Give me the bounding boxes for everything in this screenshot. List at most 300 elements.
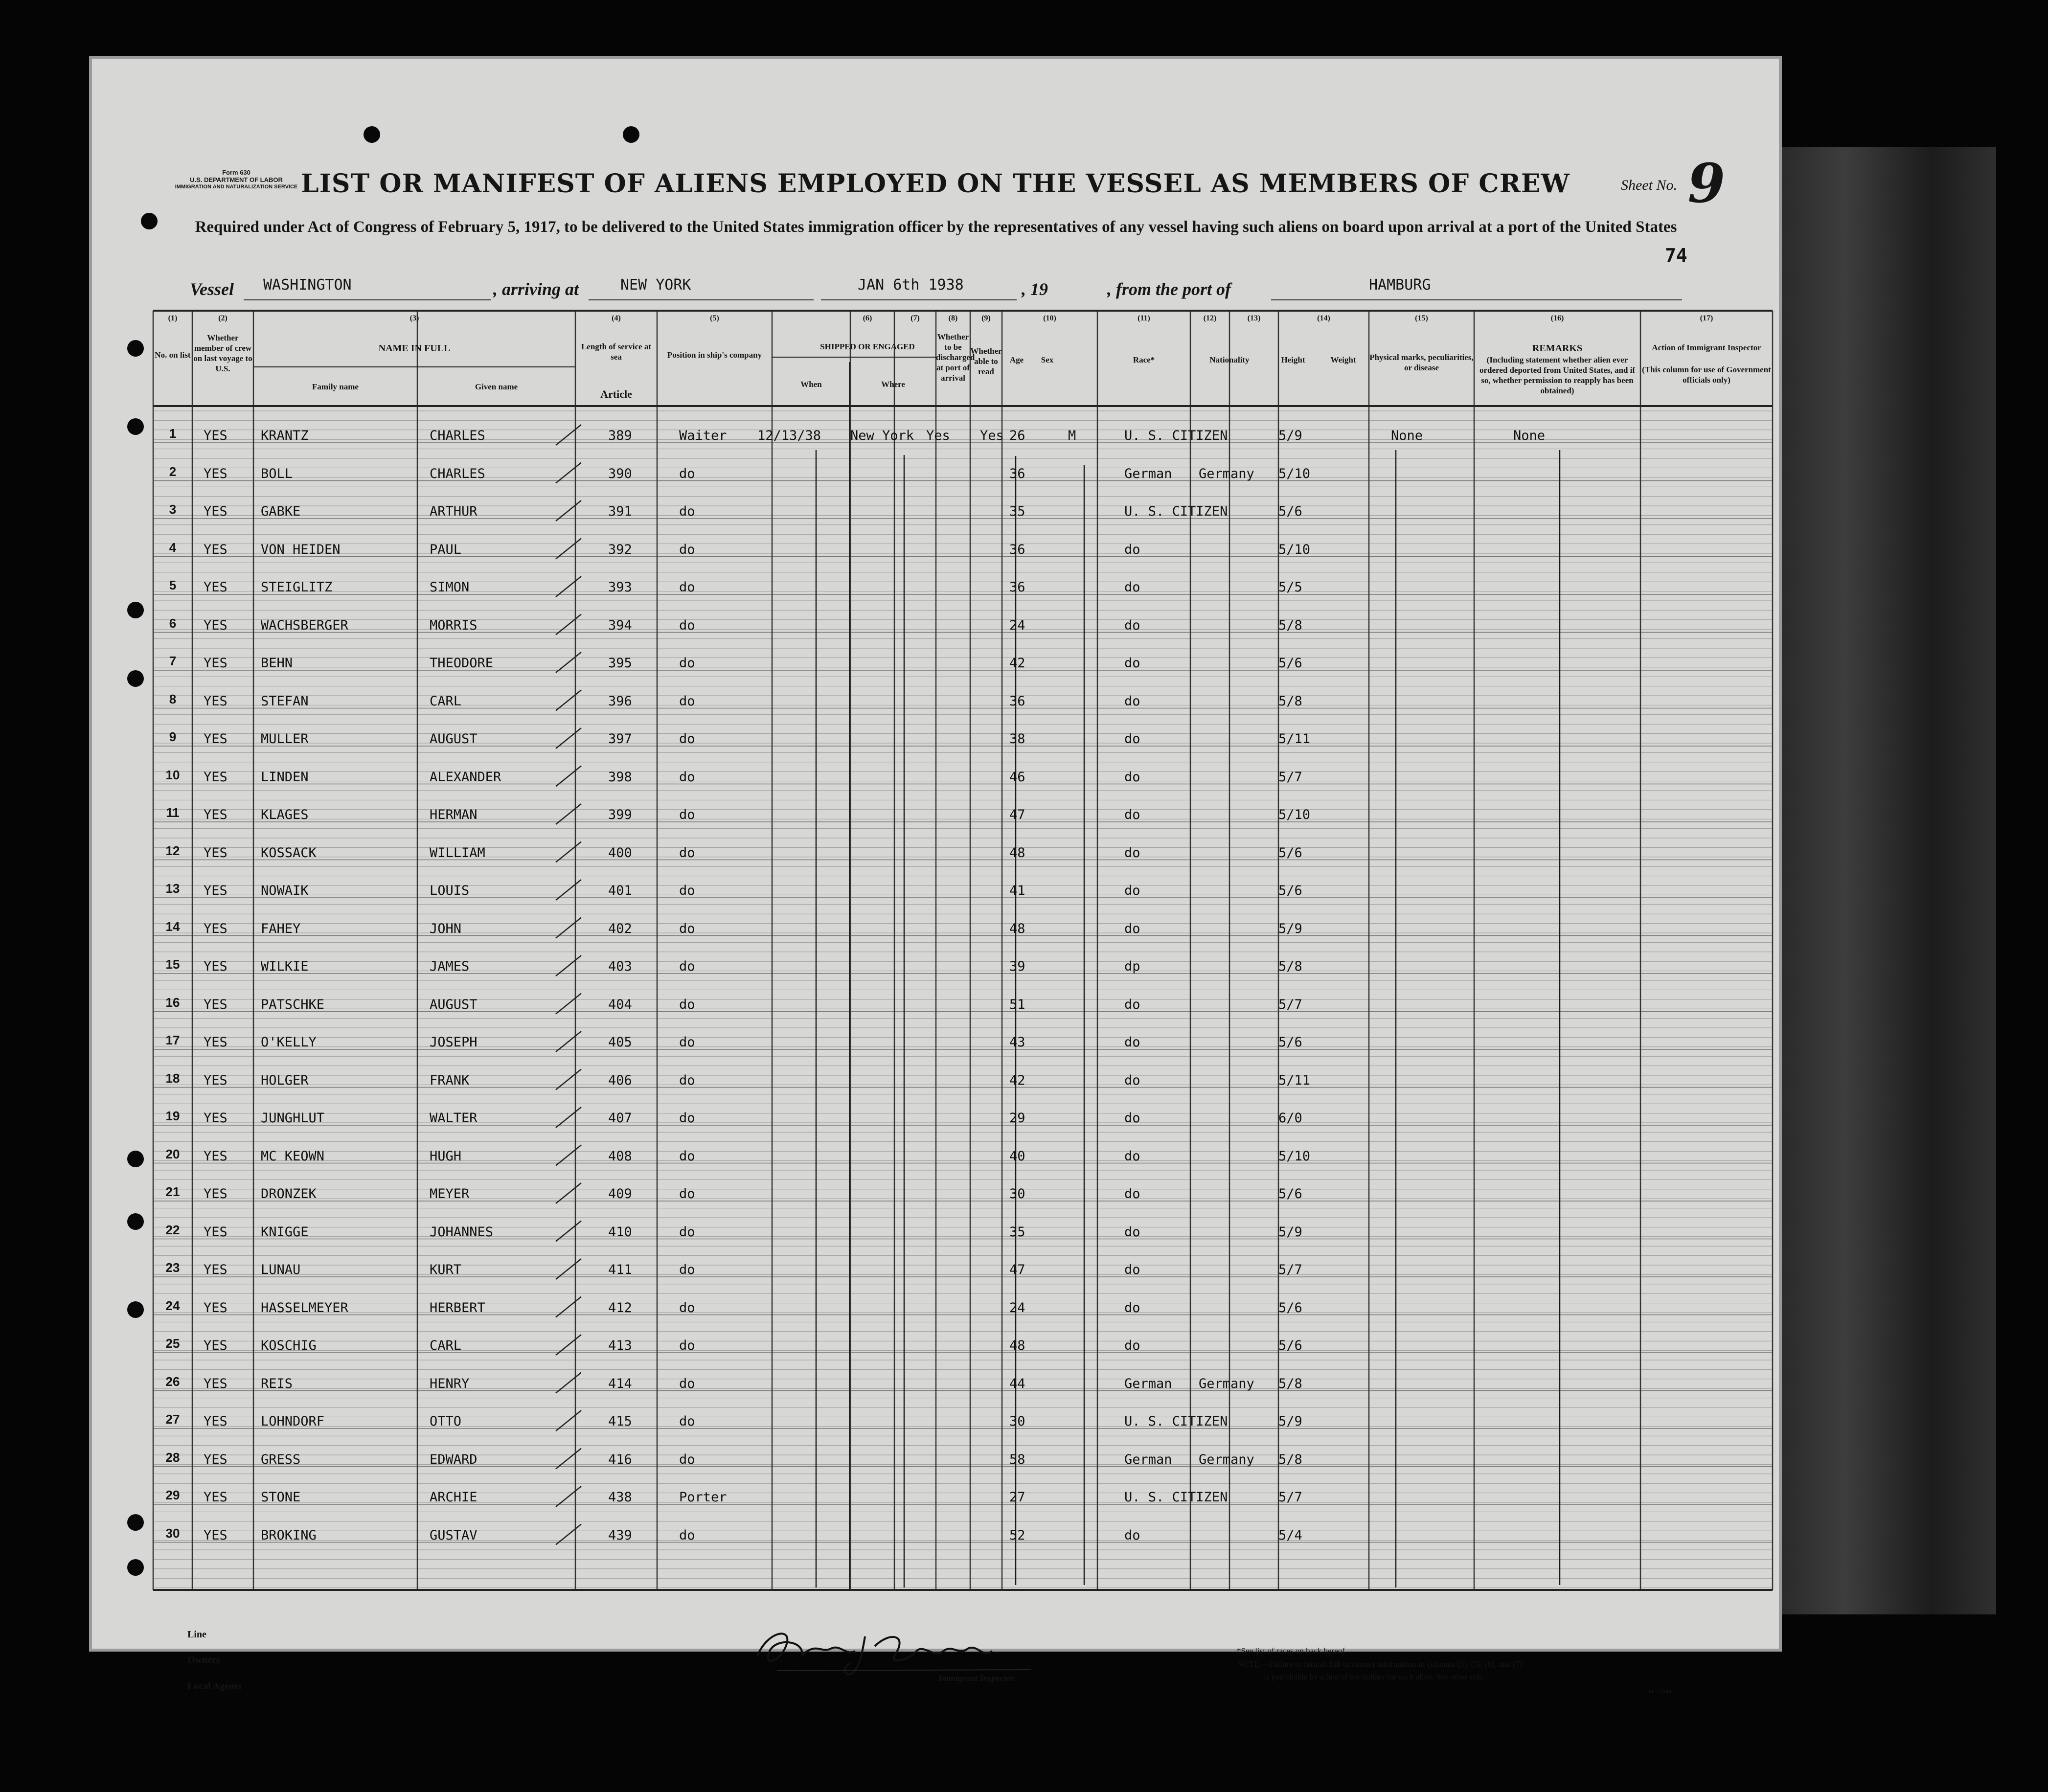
- given-name: JOHN: [430, 921, 462, 936]
- given-name: ALEXANDER: [430, 769, 501, 785]
- column-number: (1): [168, 314, 178, 322]
- crew-last-voyage: YES: [204, 769, 228, 785]
- height: 5/5: [1278, 580, 1302, 595]
- family-name: HOLGER: [261, 1072, 309, 1088]
- family-name: KOSSACK: [261, 845, 317, 861]
- age: 30: [1009, 1414, 1025, 1429]
- position: do: [679, 466, 695, 481]
- check-mark: [556, 842, 581, 862]
- position: do: [679, 1072, 695, 1088]
- row-number: 9: [169, 729, 177, 744]
- header-position: Position in ship's company: [667, 350, 762, 360]
- given-name: MORRIS: [430, 617, 478, 633]
- position: do: [679, 1148, 695, 1164]
- from-label: , from the port of: [1107, 279, 1231, 299]
- position: do: [679, 617, 695, 633]
- height: 5/10: [1278, 542, 1311, 557]
- given-name: HUGH: [430, 1148, 462, 1164]
- age: 24: [1009, 1300, 1025, 1316]
- position: do: [679, 1376, 695, 1391]
- crew-last-voyage: YES: [204, 542, 228, 557]
- crew-last-voyage: YES: [204, 1414, 228, 1429]
- position: do: [679, 580, 695, 595]
- column-number: (5): [710, 314, 719, 322]
- family-name: BOLL: [261, 466, 293, 481]
- sheet-number-value: 9: [1687, 152, 1725, 215]
- column-number: (2): [218, 314, 228, 322]
- position: do: [679, 959, 695, 974]
- form-number: Form 630: [222, 169, 250, 176]
- age: 36: [1009, 693, 1025, 709]
- race: U. S. CITIZEN: [1124, 428, 1228, 443]
- position: do: [679, 921, 695, 936]
- header-nationality: Nationality: [1209, 355, 1250, 364]
- given-name: HENRY: [430, 1376, 470, 1391]
- shipped-when: 12/13/38: [757, 428, 821, 443]
- crew-last-voyage: YES: [204, 1224, 228, 1240]
- check-mark: [556, 1031, 581, 1052]
- family-name: LINDEN: [261, 769, 309, 785]
- race: do: [1124, 807, 1140, 822]
- position: do: [679, 1414, 695, 1429]
- sex: M: [1068, 428, 1076, 443]
- article-number: 393: [608, 580, 632, 595]
- position: do: [679, 1035, 695, 1050]
- row-number: 19: [165, 1109, 180, 1123]
- row-number: 16: [165, 995, 180, 1010]
- sheet-label: Sheet No.: [1620, 177, 1677, 193]
- height: 5/6: [1278, 1035, 1302, 1050]
- crew-last-voyage: YES: [204, 617, 228, 633]
- header-remarks-note: (Including statement whether alien ever ordered deported from United States, and if so, whether permission to reapply has been obtained): [1479, 355, 1636, 395]
- race: do: [1124, 1072, 1140, 1088]
- given-name: GUSTAV: [430, 1527, 478, 1543]
- nationality: Germany: [1199, 466, 1254, 481]
- row-number: 6: [169, 615, 177, 631]
- check-mark: [556, 955, 581, 976]
- row-number: 25: [165, 1336, 180, 1351]
- nationality: Germany: [1199, 1376, 1254, 1391]
- position: do: [679, 1186, 695, 1202]
- given-name: LOUIS: [430, 883, 470, 898]
- article-number: 410: [608, 1224, 632, 1240]
- age: 35: [1009, 1224, 1025, 1240]
- race: do: [1124, 542, 1140, 557]
- race: do: [1124, 693, 1140, 709]
- article-number: 400: [608, 845, 632, 861]
- age: 52: [1009, 1527, 1025, 1543]
- article-number: 394: [608, 617, 632, 633]
- crew-last-voyage: YES: [204, 997, 228, 1012]
- height: 5/6: [1278, 1186, 1302, 1202]
- family-name: O'KELLY: [261, 1035, 317, 1050]
- article-number: 397: [608, 731, 632, 747]
- height: 5/11: [1278, 1072, 1311, 1088]
- family-name: PATSCHKE: [261, 997, 325, 1012]
- vessel-name: WASHINGTON: [263, 276, 352, 294]
- position: do: [679, 1527, 695, 1543]
- age: 58: [1009, 1452, 1025, 1467]
- position: do: [679, 542, 695, 557]
- manifest-sheet: [92, 59, 1779, 1695]
- race: do: [1124, 1338, 1140, 1353]
- crew-last-voyage: YES: [204, 1186, 228, 1202]
- line-label: Line: [187, 1629, 206, 1640]
- row-number: 5: [169, 578, 177, 592]
- crew-last-voyage: YES: [204, 1490, 228, 1505]
- article-number: 412: [608, 1300, 632, 1316]
- row-number: 30: [165, 1525, 180, 1541]
- header-when: When: [800, 380, 822, 389]
- height: 5/9: [1278, 1414, 1302, 1429]
- row-number: 28: [165, 1450, 180, 1465]
- height: 5/7: [1278, 1490, 1302, 1505]
- age: 43: [1009, 1035, 1025, 1050]
- check-mark: [556, 1524, 581, 1545]
- shipped-where: New York: [850, 428, 914, 443]
- column-number: (9): [981, 314, 991, 322]
- row-number: 17: [165, 1033, 180, 1047]
- check-mark: [556, 425, 581, 445]
- header-given-name: Given name: [475, 382, 518, 391]
- given-name: MEYER: [430, 1186, 470, 1202]
- crew-last-voyage: YES: [204, 1452, 228, 1467]
- check-mark: [556, 1069, 581, 1090]
- form-code: 14—1340: [1648, 1688, 1671, 1695]
- check-mark: [556, 576, 581, 597]
- family-name: VON HEIDEN: [261, 542, 341, 557]
- row-number: 8: [169, 691, 177, 706]
- column-number: (3): [410, 314, 419, 322]
- column-number: (14): [1317, 314, 1330, 322]
- given-name: EDWARD: [430, 1452, 478, 1467]
- age: 38: [1009, 731, 1025, 747]
- given-name: ARTHUR: [430, 504, 478, 519]
- row-number: 15: [165, 957, 180, 972]
- check-mark: [556, 1145, 581, 1166]
- position: do: [679, 807, 695, 822]
- departure-port: HAMBURG: [1369, 276, 1431, 294]
- article-number: 408: [608, 1148, 632, 1164]
- row-number: 11: [166, 805, 180, 820]
- department: U.S. DEPARTMENT OF LABOR: [190, 176, 283, 183]
- crew-last-voyage: YES: [204, 959, 228, 974]
- family-name: MC KEOWN: [261, 1148, 325, 1164]
- height: 5/6: [1278, 845, 1302, 861]
- race: do: [1124, 1148, 1140, 1164]
- row-number: 18: [165, 1070, 180, 1086]
- column-number: (12): [1203, 314, 1217, 322]
- article-number: 416: [608, 1452, 632, 1467]
- row-number: 21: [165, 1184, 180, 1199]
- row-number: 26: [165, 1374, 180, 1389]
- age: 24: [1009, 617, 1025, 633]
- column-number: (7): [910, 314, 920, 322]
- position: do: [679, 731, 695, 747]
- check-mark: [556, 614, 581, 635]
- given-name: HERBERT: [430, 1300, 485, 1316]
- header-weight: Weight: [1330, 355, 1356, 364]
- article-number: 401: [608, 883, 632, 898]
- header-discharged: Whether to be discharged at port of arrival: [936, 332, 975, 383]
- check-mark: [556, 994, 581, 1014]
- position: do: [679, 693, 695, 709]
- article-number: 405: [608, 1035, 632, 1050]
- column-number: (6): [863, 314, 872, 322]
- article-number: 390: [608, 466, 632, 481]
- race: do: [1124, 1262, 1140, 1277]
- age: 29: [1009, 1111, 1025, 1126]
- article-number: 399: [608, 807, 632, 822]
- header-shipped-engaged: SHIPPED OR ENGAGED: [820, 342, 915, 351]
- article-number: 414: [608, 1376, 632, 1391]
- article-number: 439: [608, 1527, 632, 1543]
- check-mark: [556, 1486, 581, 1507]
- age: 42: [1009, 1072, 1025, 1088]
- stamped-page-number: 74: [1665, 245, 1687, 266]
- race: do: [1124, 997, 1140, 1012]
- check-mark: [556, 766, 581, 787]
- penalty-note: NOTE.—Failure to furnish full or correct information in columns (3), (5), (6), and (7): [1237, 1659, 1523, 1669]
- article-number: 438: [608, 1490, 632, 1505]
- crew-last-voyage: YES: [204, 1035, 228, 1050]
- article-number: 396: [608, 693, 632, 709]
- race: do: [1124, 656, 1140, 671]
- row-number: 1: [169, 426, 177, 441]
- header-action-inspector: Action of Immigrant Inspector: [1652, 343, 1761, 352]
- inspector-signature: [748, 1622, 1046, 1680]
- race: dp: [1124, 959, 1140, 974]
- crew-last-voyage: YES: [204, 466, 228, 481]
- family-name: GABKE: [261, 504, 301, 519]
- vessel-label: Vessel: [190, 279, 234, 299]
- race: U. S. CITIZEN: [1124, 1414, 1228, 1429]
- age: 30: [1009, 1186, 1025, 1202]
- race: German: [1124, 1376, 1172, 1391]
- page-subtitle: Required under Act of Congress of February 5, 1917, to be delivered to the United States immigration officer by the representatives of any vessel having such aliens on board upon arrival at a port of the United States: [195, 218, 1677, 236]
- family-name: WILKIE: [261, 959, 309, 974]
- given-name: FRANK: [430, 1072, 470, 1088]
- row-number: 24: [165, 1298, 180, 1313]
- height: 5/7: [1278, 1262, 1302, 1277]
- position: Waiter: [679, 428, 727, 443]
- header-able-to-read: Whether able to read: [970, 346, 1002, 376]
- given-name: THEODORE: [430, 656, 494, 671]
- check-mark: [556, 1335, 581, 1355]
- races-note: *See list of races on back hereof.: [1237, 1646, 1347, 1656]
- column-number: (8): [948, 314, 958, 322]
- given-name: WALTER: [430, 1111, 478, 1126]
- family-name: STEIGLITZ: [261, 580, 333, 595]
- height: 5/10: [1278, 466, 1311, 481]
- race: German: [1124, 466, 1172, 481]
- article-number: 392: [608, 542, 632, 557]
- crew-last-voyage: YES: [204, 656, 228, 671]
- age: 48: [1009, 845, 1025, 861]
- row-number: 13: [165, 881, 180, 896]
- local-agents-label: Local Agents: [187, 1681, 242, 1692]
- height: 5/8: [1278, 693, 1302, 709]
- header-physical-marks: Physical marks, peculiarities, or disease: [1369, 353, 1474, 372]
- article-number: 391: [608, 504, 632, 519]
- header-family-name: Family name: [312, 382, 359, 391]
- check-mark: [556, 1410, 581, 1431]
- position: do: [679, 504, 695, 519]
- check-mark: [556, 918, 581, 938]
- header-length-of-service: Length of service at sea: [581, 342, 652, 362]
- race: U. S. CITIZEN: [1124, 504, 1228, 519]
- row-number: 4: [169, 540, 177, 555]
- column-number: (15): [1415, 314, 1428, 322]
- age: 36: [1009, 466, 1025, 481]
- age: 40: [1009, 1148, 1025, 1164]
- check-mark: [556, 539, 581, 559]
- height: 5/8: [1278, 959, 1302, 974]
- family-name: FAHEY: [261, 921, 301, 936]
- position: do: [679, 883, 695, 898]
- check-mark: [556, 728, 581, 749]
- race: U. S. CITIZEN: [1124, 1490, 1228, 1505]
- check-mark: [556, 1183, 581, 1203]
- race: do: [1124, 921, 1140, 936]
- race: do: [1124, 1111, 1140, 1126]
- crew-last-voyage: YES: [204, 580, 228, 595]
- position: do: [679, 1338, 695, 1353]
- height: 5/8: [1278, 617, 1302, 633]
- crew-last-voyage: YES: [204, 845, 228, 861]
- height: 5/8: [1278, 1452, 1302, 1467]
- height: 5/7: [1278, 769, 1302, 785]
- article-number: 395: [608, 656, 632, 671]
- header-action-note: (This column for use of Government officials only): [1642, 365, 1771, 385]
- row-number: 27: [165, 1412, 180, 1427]
- physical-marks: None: [1391, 428, 1423, 443]
- height: 5/6: [1278, 1300, 1302, 1316]
- check-mark: [556, 463, 581, 483]
- check-mark: [556, 1373, 581, 1393]
- position: do: [679, 1452, 695, 1467]
- race: do: [1124, 580, 1140, 595]
- height: 5/9: [1278, 921, 1302, 936]
- position: do: [679, 769, 695, 785]
- family-name: NOWAIK: [261, 883, 309, 898]
- arriving-label: , arriving at: [493, 279, 579, 299]
- age: 36: [1009, 580, 1025, 595]
- height: 5/4: [1278, 1527, 1302, 1543]
- check-mark: [556, 880, 581, 900]
- backing-strip: [1781, 147, 1996, 1614]
- inspector-label: Immigrant Inspector.: [938, 1673, 1016, 1683]
- given-name: CHARLES: [430, 428, 485, 443]
- header-no-on-list: No. on list: [155, 350, 191, 360]
- family-name: BEHN: [261, 656, 293, 671]
- arrival-port: NEW YORK: [620, 276, 691, 294]
- position: do: [679, 845, 695, 861]
- race: do: [1124, 1186, 1140, 1202]
- row-number: 20: [165, 1146, 180, 1161]
- header-remarks: REMARKS: [1532, 343, 1583, 354]
- given-name: CHARLES: [430, 466, 485, 481]
- race: do: [1124, 1300, 1140, 1316]
- race: do: [1124, 1527, 1140, 1543]
- check-mark: [556, 690, 581, 711]
- height: 5/11: [1278, 731, 1311, 747]
- arrival-date: JAN 6th 1938: [858, 276, 964, 294]
- race: do: [1124, 883, 1140, 898]
- age: 41: [1009, 883, 1025, 898]
- article-number: 398: [608, 769, 632, 785]
- race: do: [1124, 617, 1140, 633]
- article-number: 404: [608, 997, 632, 1012]
- family-name: JUNGHLUT: [261, 1111, 325, 1126]
- age: 27: [1009, 1490, 1025, 1505]
- header-article: Article: [600, 388, 632, 400]
- year-label: , 19: [1022, 279, 1048, 299]
- height: 5/9: [1278, 1224, 1302, 1240]
- check-mark: [556, 1297, 581, 1317]
- height: 5/10: [1278, 807, 1311, 822]
- age: 44: [1009, 1376, 1025, 1391]
- given-name: SIMON: [430, 580, 470, 595]
- height: 5/6: [1278, 504, 1302, 519]
- article-number: 403: [608, 959, 632, 974]
- header-race: Race*: [1133, 355, 1155, 364]
- service: IMMIGRATION AND NATURALIZATION SERVICE: [175, 184, 298, 190]
- race: do: [1124, 769, 1140, 785]
- check-mark: [556, 804, 581, 824]
- age: 39: [1009, 959, 1025, 974]
- crew-last-voyage: YES: [204, 1111, 228, 1126]
- family-name: KRANTZ: [261, 428, 309, 443]
- given-name: PAUL: [430, 542, 462, 557]
- article-number: 406: [608, 1072, 632, 1088]
- discharged: Yes: [926, 428, 950, 443]
- height: 5/9: [1278, 428, 1302, 443]
- age: 48: [1009, 921, 1025, 936]
- crew-last-voyage: YES: [204, 1376, 228, 1391]
- crew-last-voyage: YES: [204, 1338, 228, 1353]
- header-name-in-full: NAME IN FULL: [378, 343, 451, 354]
- article-number: 402: [608, 921, 632, 936]
- given-name: OTTO: [430, 1414, 462, 1429]
- article-number: 409: [608, 1186, 632, 1202]
- row-number: 29: [165, 1488, 180, 1502]
- header-member-last-voyage: Whether member of crew on last voyage to U.S.: [193, 333, 252, 373]
- row-number: 10: [165, 767, 180, 782]
- position: do: [679, 997, 695, 1012]
- row-number: 12: [165, 843, 180, 858]
- header-height: Height: [1281, 355, 1305, 364]
- article-number: 415: [608, 1414, 632, 1429]
- column-number: (16): [1550, 314, 1564, 322]
- age: 42: [1009, 656, 1025, 671]
- crew-last-voyage: YES: [204, 731, 228, 747]
- given-name: KURT: [430, 1262, 462, 1277]
- article-number: 411: [608, 1262, 632, 1277]
- age: 47: [1009, 1262, 1025, 1277]
- able-to-read: Yes: [980, 428, 1004, 443]
- position: do: [679, 1300, 695, 1316]
- position: do: [679, 1224, 695, 1240]
- family-name: LOHNDORF: [261, 1414, 325, 1429]
- family-name: KLAGES: [261, 807, 309, 822]
- row-number: 3: [169, 502, 177, 517]
- age: 48: [1009, 1338, 1025, 1353]
- article-number: 413: [608, 1338, 632, 1353]
- check-mark: [556, 1259, 581, 1279]
- age: 35: [1009, 504, 1025, 519]
- given-name: WILLIAM: [430, 845, 485, 861]
